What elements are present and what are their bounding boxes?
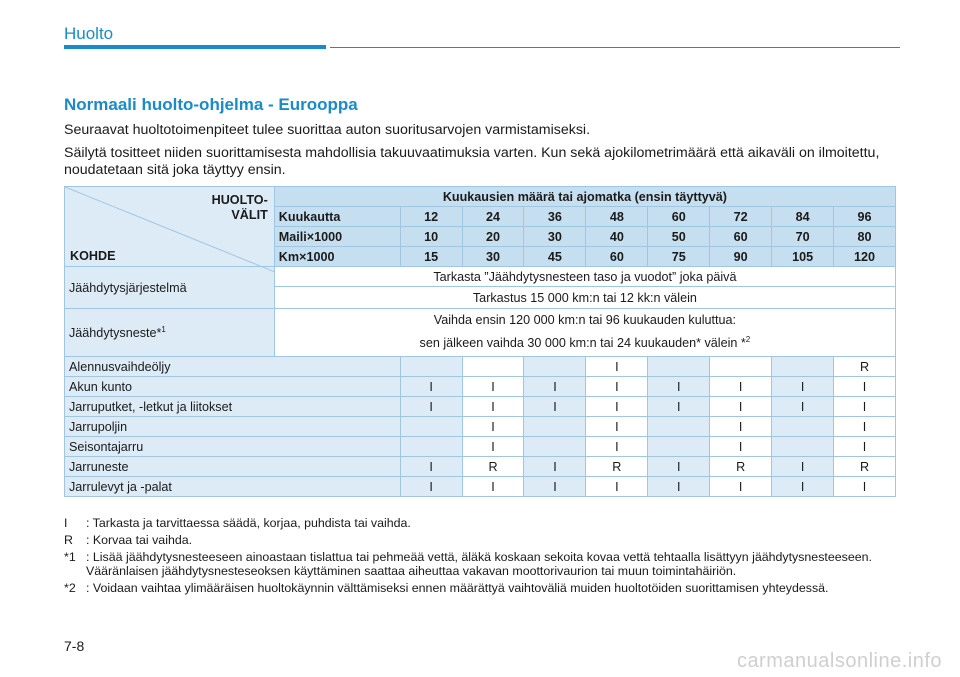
coolant-label-footnote: 1	[161, 324, 166, 334]
table-corner-cell	[65, 187, 275, 267]
schedule-cell: R	[834, 457, 896, 477]
schedule-cell: I	[462, 437, 524, 457]
schedule-cell: I	[524, 477, 586, 497]
schedule-cell: I	[834, 397, 896, 417]
interval-row-label: Km×1000	[274, 247, 400, 267]
schedule-cell: I	[710, 477, 772, 497]
schedule-cell	[772, 357, 834, 377]
footnote-key: R	[64, 533, 73, 547]
schedule-cell: I	[400, 397, 462, 417]
table-row	[65, 397, 896, 417]
interval-value: 45	[524, 247, 586, 267]
header-rule-thin	[330, 47, 900, 48]
schedule-cell	[400, 357, 462, 377]
schedule-cell: I	[400, 477, 462, 497]
item-label: Akun kunto	[65, 377, 401, 397]
maintenance-schedule-table	[64, 186, 896, 497]
schedule-cell: I	[834, 417, 896, 437]
schedule-cell: I	[524, 457, 586, 477]
interval-span-header: Kuukausien määrä tai ajomatka (ensin täyttyvä)	[274, 187, 895, 207]
schedule-cell: I	[524, 377, 586, 397]
schedule-cell: I	[772, 477, 834, 497]
table-row	[65, 437, 896, 457]
schedule-cell: I	[462, 417, 524, 437]
schedule-cell: I	[462, 477, 524, 497]
footnote-item	[64, 550, 904, 578]
table-row	[65, 457, 896, 477]
corner-top-line2: VÄLIT	[231, 208, 268, 222]
footnote-key: I	[64, 516, 68, 530]
item-label: Jarrulevyt ja -palat	[65, 477, 401, 497]
schedule-cell: I	[710, 377, 772, 397]
interval-value: 40	[586, 227, 648, 247]
schedule-cell: R	[462, 457, 524, 477]
footnote-text: : Voidaan vaihtaa ylimääräisen huoltokäynnin välttämiseksi ennen määrättyä vaihtoväliä muiden huoltotöiden suorittamisen yhteydessä.	[86, 581, 829, 595]
table-row	[65, 417, 896, 437]
interval-value: 15	[400, 247, 462, 267]
interval-value: 30	[462, 247, 524, 267]
footnotes	[64, 516, 904, 598]
schedule-cell: I	[586, 437, 648, 457]
schedule-cell: I	[462, 377, 524, 397]
coolant-line2-text: sen jälkeen vaihda 30 000 km:n tai 24 kuukauden* välein *	[419, 336, 746, 351]
schedule-cell: I	[710, 397, 772, 417]
schedule-cell	[710, 357, 772, 377]
footnote-item	[64, 533, 904, 547]
schedule-cell: I	[648, 397, 710, 417]
schedule-cell: I	[648, 457, 710, 477]
footnote-text: : Lisää jäähdytysnesteeseen ainoastaan tislattua tai pehmeää vettä, äläkä koskaan sekoita kovaa vettä tehtaalla lisättyyn jäähdytysnesteeseen. Vääränlaisen jäähdytysnesteseoksen käyttäminen saattaa aiheuttaa vakavan moottorivaurion tai muun toimintahäiriön.	[86, 550, 872, 578]
schedule-cell: I	[710, 417, 772, 437]
footnote-text: : Korvaa tai vaihda.	[86, 533, 193, 547]
interval-value: 60	[648, 207, 710, 227]
schedule-cell	[648, 417, 710, 437]
schedule-cell: I	[772, 397, 834, 417]
item-label: Jarrupoljin	[65, 417, 401, 437]
interval-value: 48	[586, 207, 648, 227]
schedule-cell: I	[710, 437, 772, 457]
section-title: Normaali huolto-ohjelma - Eurooppa	[64, 95, 358, 114]
interval-value: 36	[524, 207, 586, 227]
interval-value: 20	[462, 227, 524, 247]
footnote-item	[64, 581, 904, 595]
interval-value: 84	[772, 207, 834, 227]
schedule-cell	[400, 437, 462, 457]
schedule-cell: I	[400, 377, 462, 397]
item-label: Seisontajarru	[65, 437, 401, 457]
schedule-cell: I	[586, 377, 648, 397]
schedule-cell	[648, 357, 710, 377]
interval-value: 90	[710, 247, 772, 267]
interval-value: 96	[834, 207, 896, 227]
interval-value: 50	[648, 227, 710, 247]
item-label-coolant	[65, 309, 275, 357]
schedule-cell	[772, 417, 834, 437]
footnote-key: *2	[64, 581, 76, 595]
schedule-cell	[400, 417, 462, 437]
intro-paragraph-2: Säilytä tositteet niiden suorittamisesta mahdollisia takuuvaatimuksia varten. Kun sekä ajokilometrimäärä että aikaväli on ilmoitettu, noudatetaan sitä joka täyttyy ensin.	[64, 145, 880, 178]
interval-value: 12	[400, 207, 462, 227]
interval-value: 72	[710, 207, 772, 227]
schedule-cell: I	[524, 397, 586, 417]
schedule-cell: I	[648, 377, 710, 397]
schedule-cell	[524, 357, 586, 377]
footnote-key: *1	[64, 550, 76, 564]
coolant-label-text: Jäähdytysneste*	[69, 326, 162, 341]
interval-value: 24	[462, 207, 524, 227]
schedule-cell: R	[586, 457, 648, 477]
item-label: Jarruneste	[65, 457, 401, 477]
corner-header-item: KOHDE	[70, 249, 116, 263]
intro-paragraph-1: Seuraavat huoltotoimenpiteet tulee suorittaa auton suoritusarvojen varmistamiseksi.	[64, 122, 591, 138]
corner-header-intervals	[212, 193, 268, 223]
item-label-cooling-system: Jäähdytysjärjestelmä	[65, 267, 275, 309]
schedule-cell: R	[710, 457, 772, 477]
interval-value: 60	[710, 227, 772, 247]
footnote-text: : Tarkasta ja tarvittaessa säädä, korjaa, puhdista tai vaihda.	[86, 516, 411, 530]
schedule-cell: I	[462, 397, 524, 417]
table-row	[65, 377, 896, 397]
schedule-cell	[524, 437, 586, 457]
schedule-cell: I	[648, 477, 710, 497]
watermark: carmanualsonline.info	[736, 650, 942, 672]
cooling-system-check-interval: Tarkastus 15 000 km:n tai 12 kk:n välein	[274, 287, 895, 309]
cooling-system-check-daily: Tarkasta ”Jäähdytysnesteen taso ja vuodot” joka päivä	[274, 267, 895, 287]
coolant-line2-footnote: 2	[745, 335, 751, 345]
schedule-cell	[462, 357, 524, 377]
schedule-cell: I	[586, 477, 648, 497]
interval-value: 60	[586, 247, 648, 267]
interval-value: 10	[400, 227, 462, 247]
interval-value: 75	[648, 247, 710, 267]
item-label: Alennusvaihdeöljy	[65, 357, 401, 377]
schedule-cell	[524, 417, 586, 437]
coolant-line1: Vaihda ensin 120 000 km:n tai 96 kuukauden kuluttua:	[433, 313, 737, 328]
chapter-title: Huolto	[64, 24, 114, 43]
schedule-cell: I	[834, 437, 896, 457]
schedule-cell: I	[834, 377, 896, 397]
schedule-cell: R	[834, 357, 896, 377]
schedule-cell: I	[772, 377, 834, 397]
corner-top-line1: HUOLTO-	[211, 193, 268, 207]
table-row	[65, 477, 896, 497]
item-label: Jarruputket, -letkut ja liitokset	[65, 397, 401, 417]
interval-value: 80	[834, 227, 896, 247]
interval-value: 30	[524, 227, 586, 247]
schedule-cell	[772, 437, 834, 457]
schedule-cell: I	[586, 397, 648, 417]
table-row	[65, 357, 896, 377]
interval-value: 120	[834, 247, 896, 267]
header-rule-thick	[64, 45, 326, 49]
page-number: 7-8	[64, 638, 85, 654]
interval-row-label: Maili×1000	[274, 227, 400, 247]
interval-value: 105	[772, 247, 834, 267]
schedule-cell: I	[834, 477, 896, 497]
schedule-cell: I	[400, 457, 462, 477]
schedule-cell: I	[772, 457, 834, 477]
interval-value: 70	[772, 227, 834, 247]
schedule-cell: I	[586, 357, 648, 377]
footnote-item	[64, 516, 904, 530]
coolant-instructions	[274, 309, 895, 357]
schedule-cell: I	[586, 417, 648, 437]
schedule-cell	[648, 437, 710, 457]
coolant-line2	[279, 330, 891, 353]
table-row	[65, 309, 896, 357]
interval-row-label: Kuukautta	[274, 207, 400, 227]
